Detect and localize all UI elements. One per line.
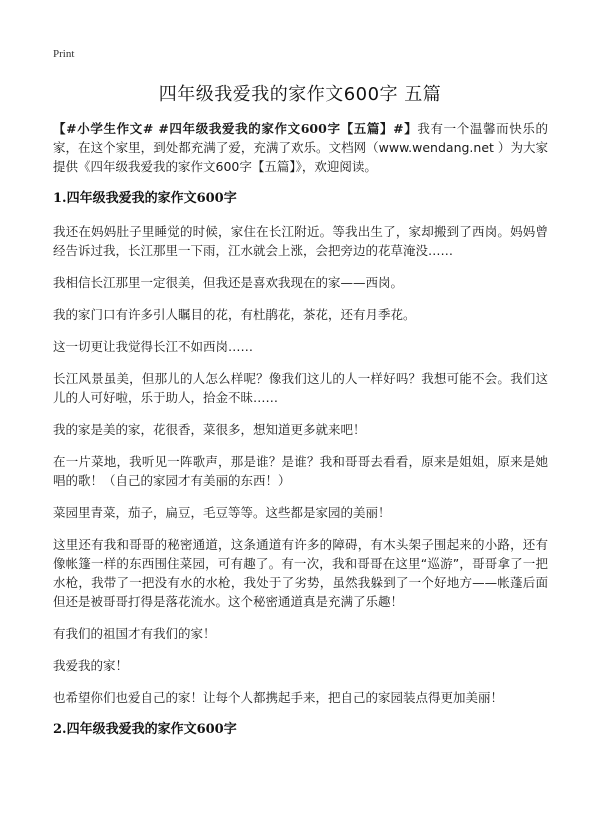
paragraph: 这里还有我和哥哥的秘密通道，这条通道有许多的障碍，有木头架子围起来的小路，还有像帐篷一样的东西围住菜园，可有趣了。有一次，我和哥哥在这里“巡游”，哥哥拿了一把水枪，我带了一把没有水的水枪，我处于了劣势，虽然我躲到了一个好地方——帐蓬后面但还是被哥哥打得是落花流水。这个秘密通道真是充满了乐趣！ (53, 537, 548, 609)
intro-paragraph (53, 119, 548, 176)
paragraph: 长江风景虽美，但那儿的人怎么样呢？像我们这儿的人一样好吗？我想可能不会。我们这儿的人可好啦，乐于助人，拾金不昧…… (53, 371, 548, 405)
paragraph: 我爱我的家！ (53, 658, 129, 673)
paragraph: 在一片菜地，我听见一阵歌声，那是谁？是谁？我和哥哥去看看，原来是姐姐，原来是她唱的歌！（自己的家园才有美丽的东西！） (53, 454, 548, 488)
paragraph: 也希望你们也爱自己的家！让每个人都携起手来，把自己的家园装点得更加美丽！ (53, 690, 504, 705)
paragraph: 菜园里青菜，茄子，扁豆，毛豆等等。这些都是家园的美丽！ (53, 505, 391, 520)
intro-tag: 【#小学生作文# #四年级我爱我的家作文600字【五篇】#】 (53, 121, 418, 136)
section-heading: 1.四年级我爱我的家作文600字 (53, 191, 237, 206)
paragraph: 我相信长江那里一定很美，但我还是喜欢我现在的家——西岗。 (53, 275, 404, 290)
paragraph: 这一切更让我觉得长江不如西岗…… (53, 339, 254, 354)
paragraph: 我的家是美的家，花很香，菜很多，想知道更多就来吧！ (53, 422, 366, 437)
paragraph: 我的家门口有许多引人瞩目的花，有杜鹃花，茶花，还有月季花。 (53, 307, 416, 322)
page-title: 四年级我爱我的家作文600字 五篇 (158, 84, 442, 105)
print-link[interactable]: Print (53, 48, 75, 60)
paragraph: 我还在妈妈肚子里睡觉的时候，家住在长江附近。等我出生了，家却搬到了西岗。妈妈曾经告诉过我，长江那里一下雨，江水就会上涨，会把旁边的花草淹没…… (53, 224, 548, 258)
article-body (53, 119, 548, 753)
intro-text: 我有一个温馨而快乐的家，在这个家里，到处都充满了爱，充满了欢乐。文档网（www.wendang.net ）为大家提供《四年级我爱我的家作文600字【五篇】》，欢迎阅读。 (53, 121, 548, 174)
paragraph: 有我们的祖国才有我们的家！ (53, 626, 216, 641)
section-heading: 2.四年级我爱我的家作文600字 (53, 722, 237, 737)
